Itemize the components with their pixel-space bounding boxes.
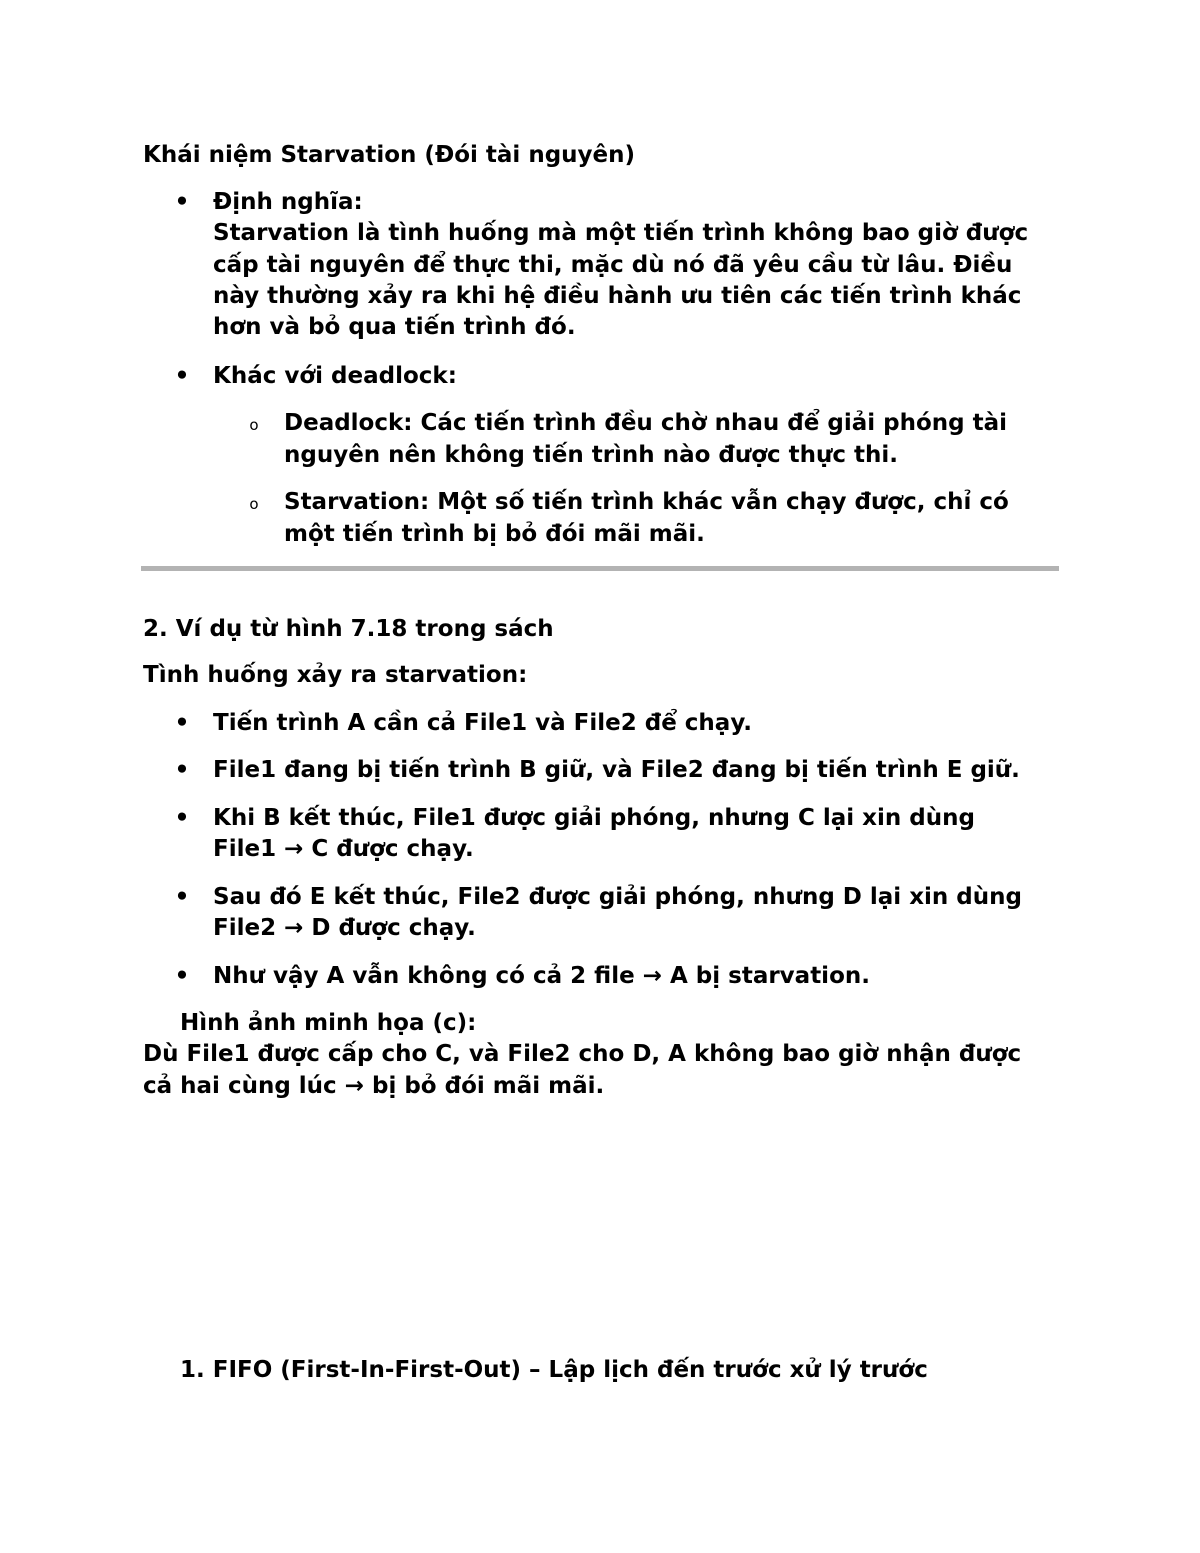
example-bullet-line: Khi B kết thúc, File1 được giải phóng, nhưng C lại xin dùng [213, 805, 975, 831]
example-bullet-line: Tiến trình A cần cả File1 và File2 để chạy. [213, 710, 752, 736]
deadlock-text-line: Deadlock: Các tiến trình đều chờ nhau để giải phóng tài [284, 410, 1007, 436]
comparison-heading: Khác với deadlock: [213, 363, 457, 389]
section-heading-fifo: 1. FIFO (First-In-First-Out) – Lập lịch đến trước xử lý trước [180, 1357, 928, 1383]
conclusion-line: Dù File1 được cấp cho C, và File2 cho D, A không bao giờ nhận được [143, 1041, 1022, 1067]
bullet-icon: • [174, 963, 190, 989]
deadlock-text-line: nguyên nên không tiến trình nào được thực thi. [284, 442, 899, 468]
bullet-icon: • [174, 710, 190, 736]
bullet-icon: • [174, 363, 190, 389]
example-bullet-line: Như vậy A vẫn không có cả 2 file → A bị starvation. [213, 963, 870, 989]
example-bullet-line: File2 → D được chạy. [213, 915, 476, 941]
example-intro: Tình huống xảy ra starvation: [143, 662, 528, 688]
starvation-compare-line: Starvation: Một số tiến trình khác vẫn chạy được, chỉ có [284, 489, 1009, 515]
conclusion-line: cả hai cùng lúc → bị bỏ đói mãi mãi. [143, 1073, 605, 1099]
definition-text-line: hơn và bỏ qua tiến trình đó. [213, 314, 576, 340]
horizontal-rule [141, 566, 1059, 571]
sub-bullet-icon: o [249, 416, 259, 434]
bullet-icon: • [174, 805, 190, 831]
example-bullet-line: Sau đó E kết thúc, File2 được giải phóng, nhưng D lại xin dùng [213, 884, 1022, 910]
definition-text-line: cấp tài nguyên để thực thi, mặc dù nó đã yêu cầu từ lâu. Điều [213, 252, 1013, 278]
definition-heading: Định nghĩa: [213, 189, 363, 215]
section-title-example: 2. Ví dụ từ hình 7.18 trong sách [143, 616, 554, 642]
bullet-icon: • [174, 757, 190, 783]
definition-text-line: này thường xảy ra khi hệ điều hành ưu tiên các tiến trình khác [213, 283, 1022, 309]
section-title-starvation: Khái niệm Starvation (Đói tài nguyên) [143, 142, 636, 168]
sub-bullet-icon: o [249, 495, 259, 513]
starvation-compare-line: một tiến trình bị bỏ đói mãi mãi. [284, 521, 705, 547]
example-bullet-line: File1 → C được chạy. [213, 836, 474, 862]
figure-caption: Hình ảnh minh họa (c): [180, 1010, 477, 1036]
bullet-icon: • [174, 884, 190, 910]
bullet-icon: • [174, 189, 190, 215]
definition-text-line: Starvation là tình huống mà một tiến trình không bao giờ được [213, 220, 1029, 246]
example-bullet-line: File1 đang bị tiến trình B giữ, và File2 đang bị tiến trình E giữ. [213, 757, 1020, 783]
